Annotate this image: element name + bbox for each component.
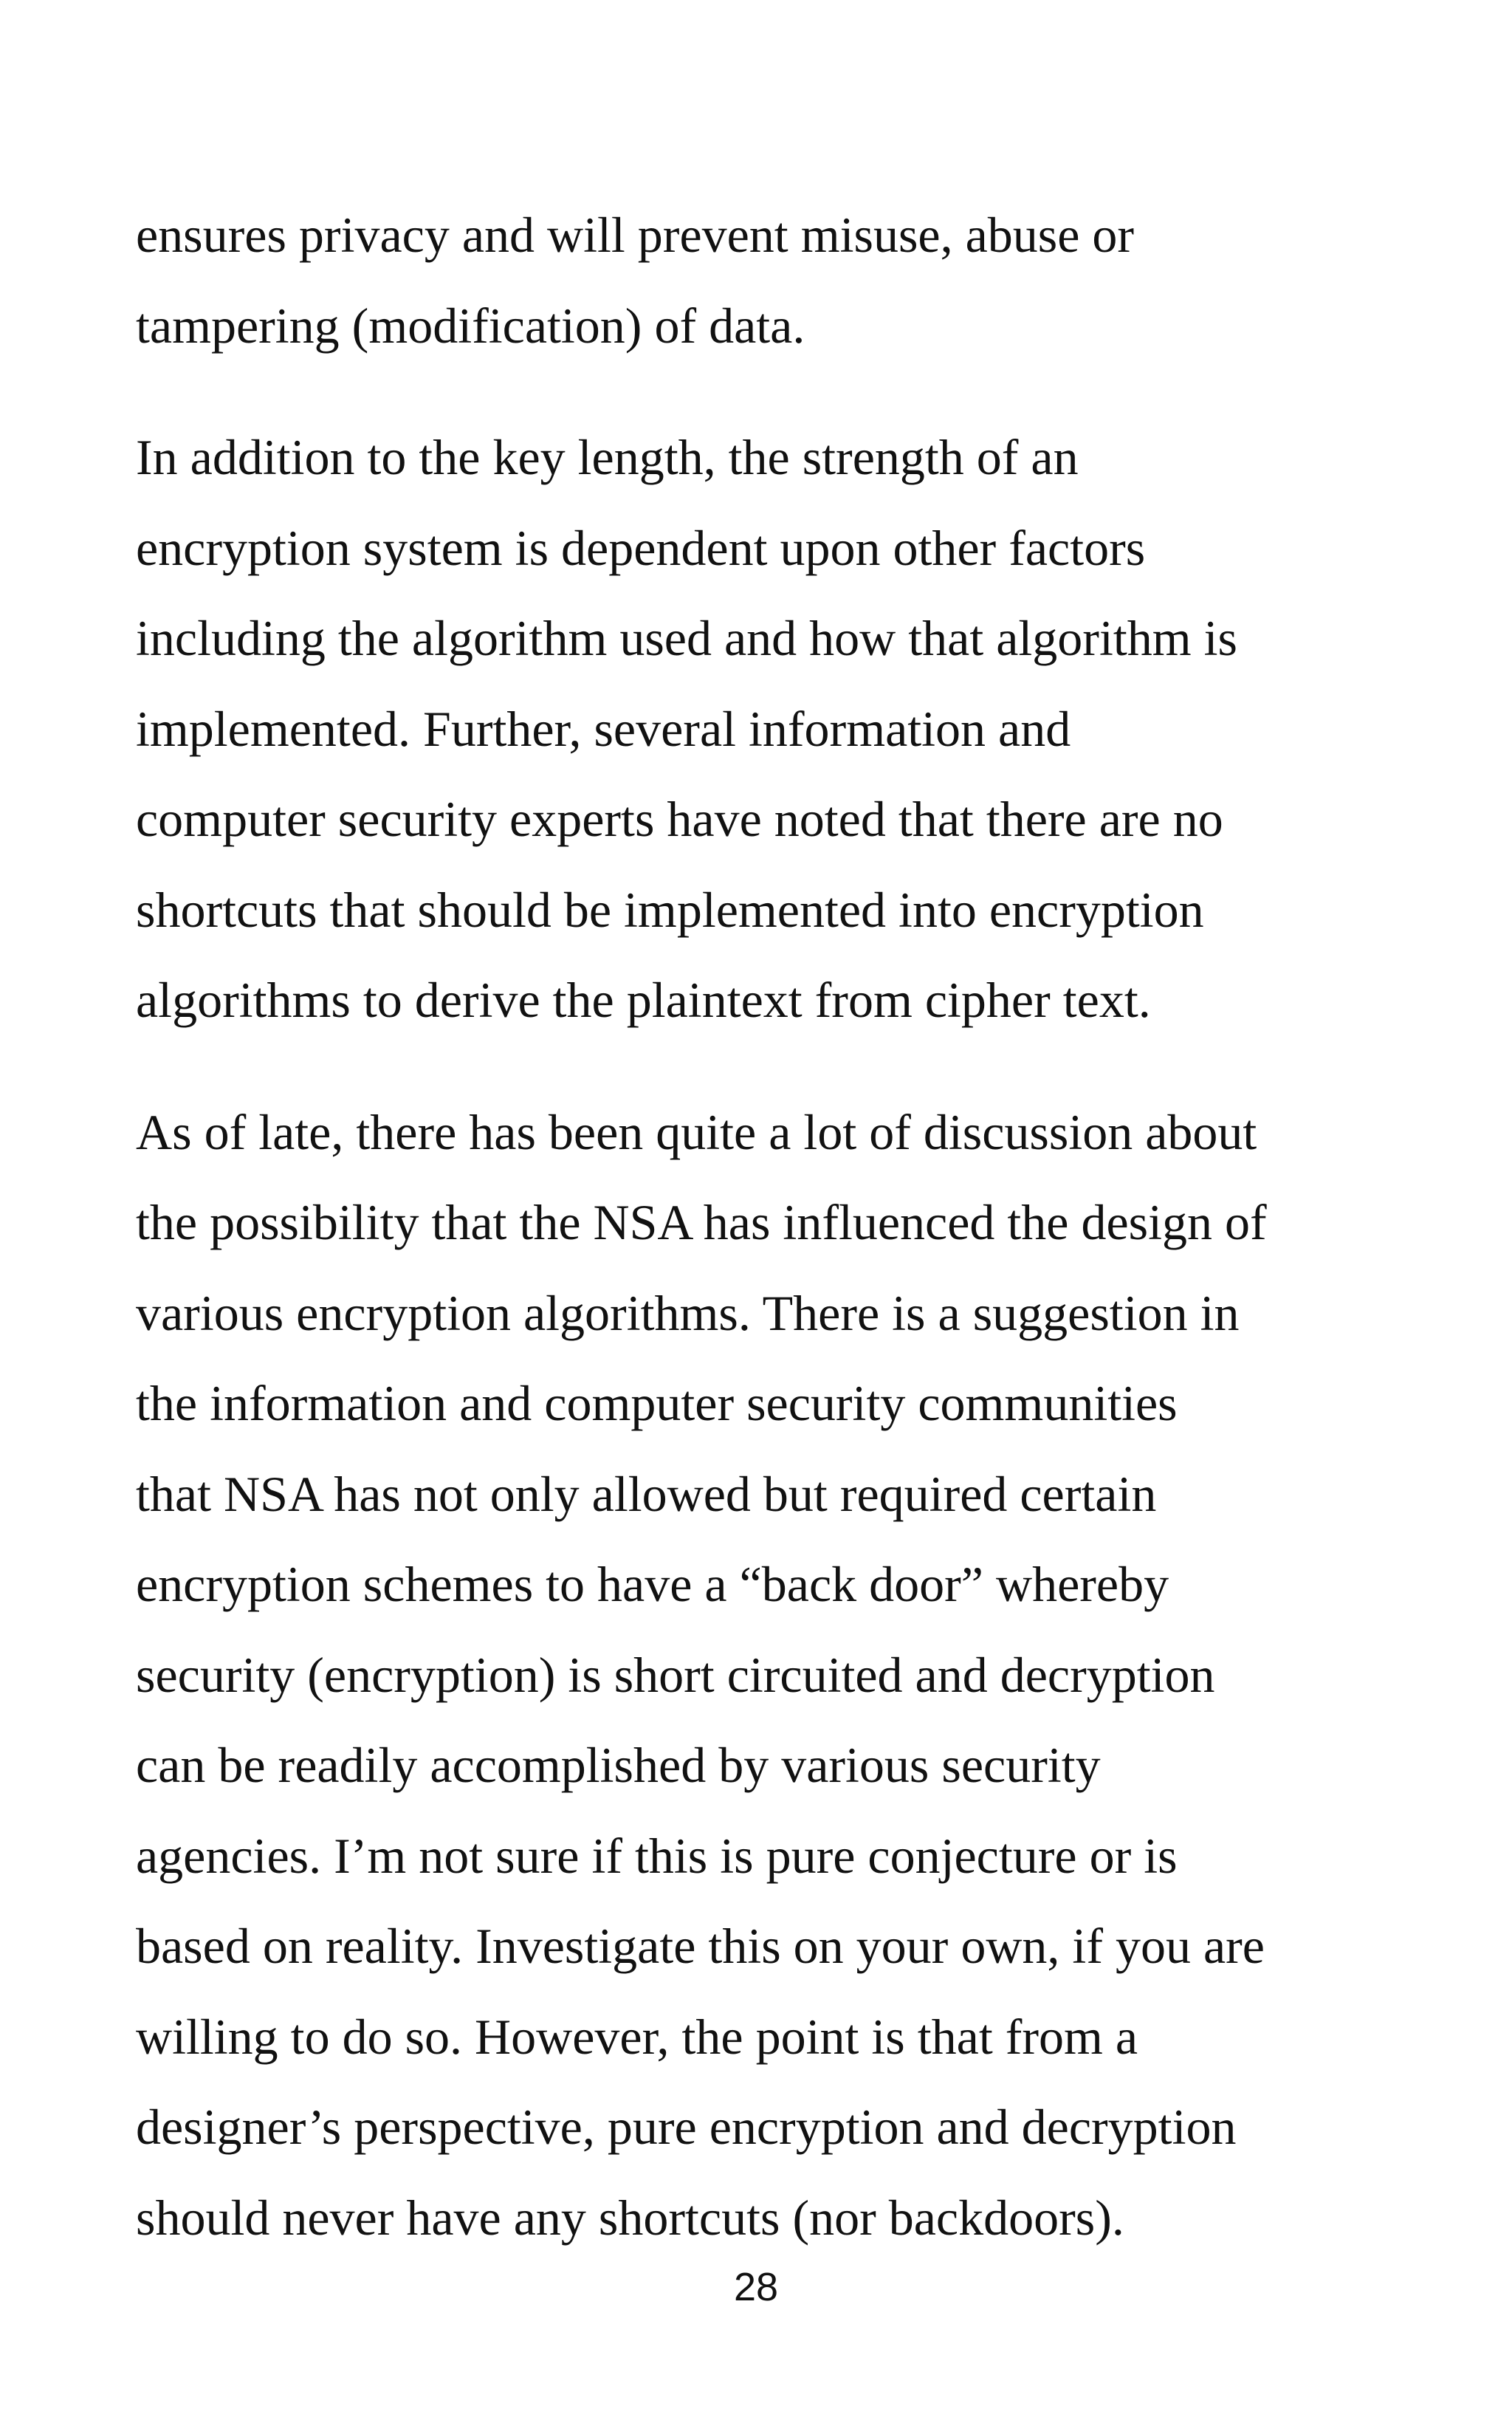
paragraph-spacer — [136, 371, 1391, 412]
text-line: the information and computer security communities — [136, 1375, 1178, 1431]
text-line: willing to do so. However, the point is that from a — [136, 2008, 1138, 2065]
text-line: designer’s perspective, pure encryption and decryption — [136, 2099, 1237, 2155]
text-line: computer security experts have noted that there are no — [136, 791, 1223, 847]
text-line: should never have any shortcuts (nor backdoors). — [136, 2189, 1124, 2246]
body-text — [136, 190, 1391, 2263]
text-line: based on reality. Investigate this on your own, if you are — [136, 1918, 1265, 1974]
text-line: that NSA has not only allowed but required certain — [136, 1465, 1157, 1522]
text-line: tampering (modification) of data. — [136, 297, 805, 354]
text-line: security (encryption) is short circuited and decryption — [136, 1646, 1215, 1703]
text-line: ensures privacy and will prevent misuse, abuse or — [136, 207, 1135, 263]
text-line: algorithms to derive the plaintext from cipher text. — [136, 972, 1151, 1028]
text-line: As of late, there has been quite a lot of discussion about — [136, 1103, 1257, 1160]
text-line: encryption system is dependent upon other factors — [136, 519, 1146, 576]
text-line: encryption schemes to have a “back door” whereby — [136, 1556, 1169, 1612]
text-line: agencies. I’m not sure if this is pure conjecture or is — [136, 1827, 1178, 1884]
text-line: including the algorithm used and how that algorithm is — [136, 610, 1237, 666]
paragraph-1 — [136, 190, 1391, 371]
text-line: In addition to the key length, the strength of an — [136, 429, 1079, 485]
paragraph-2 — [136, 412, 1391, 1046]
text-line: implemented. Further, several information and — [136, 700, 1071, 757]
text-line: shortcuts that should be implemented into encryption — [136, 881, 1204, 938]
text-line: can be readily accomplished by various security — [136, 1737, 1101, 1793]
text-line: the possibility that the NSA has influenced the design of — [136, 1194, 1267, 1250]
text-line: various encryption algorithms. There is a suggestion in — [136, 1284, 1240, 1341]
paragraph-3 — [136, 1087, 1391, 2263]
paragraph-spacer — [136, 1046, 1391, 1087]
page-number: 28 — [733, 2265, 779, 2309]
